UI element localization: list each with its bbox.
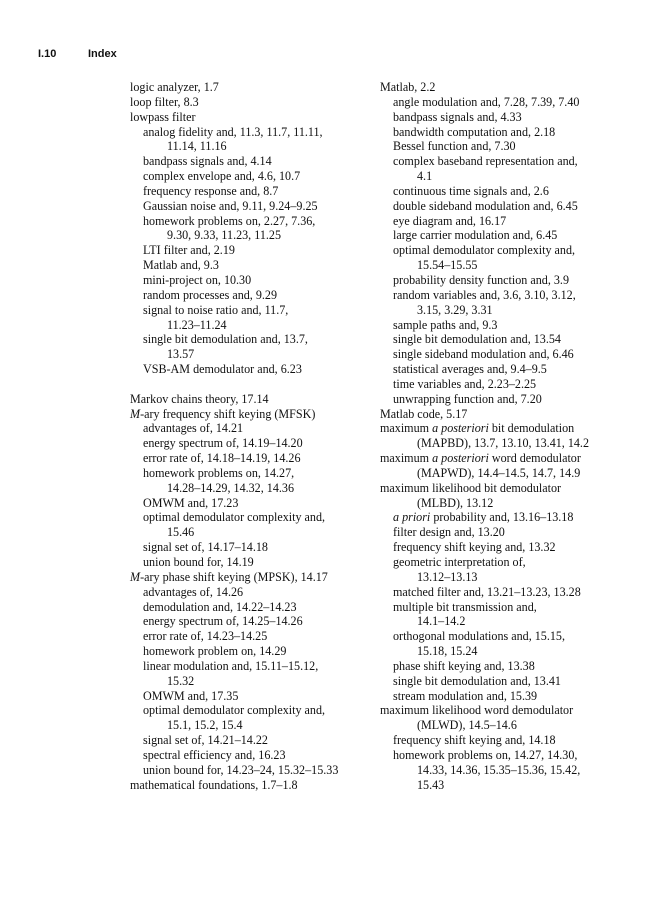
entry-text: lowpass filter xyxy=(130,109,196,124)
entry-line xyxy=(380,689,642,704)
entry-line xyxy=(130,214,375,229)
index-subentry xyxy=(380,748,642,793)
index-entry xyxy=(130,80,375,95)
index-subentry xyxy=(380,318,642,333)
entry-line xyxy=(380,80,642,95)
entry-text: geometric interpretation of, xyxy=(393,555,526,569)
entry-line xyxy=(380,540,642,555)
entry-text: maximum likelihood bit demodulator xyxy=(380,480,562,495)
entry-text: Matlab, 2.2 xyxy=(380,80,436,94)
entry-text: bandpass signals and, 4.14 xyxy=(143,154,272,169)
entry-text: optimal demodulator complexity and, xyxy=(393,243,576,258)
entry-line xyxy=(380,674,642,689)
entry-text: sample paths and, 9.3 xyxy=(393,317,498,332)
index-subentry xyxy=(380,347,642,362)
index-subentry xyxy=(380,288,642,318)
index-subentry xyxy=(130,555,375,570)
entry-text: OMWM and, 17.23 xyxy=(143,495,239,510)
entry-text: OMWM and, 17.35 xyxy=(143,688,239,703)
entry-text: angle modulation and, 7.28, 7.39, 7.40 xyxy=(393,94,580,109)
entry-text: filter design and, 13.20 xyxy=(393,525,505,540)
entry-line xyxy=(130,288,375,303)
index-subentry xyxy=(130,600,375,615)
entry-line xyxy=(130,303,375,318)
entry-text: complex envelope and, 4.6, 10.7 xyxy=(143,169,301,184)
entry-text: spectral efficiency and, 16.23 xyxy=(143,747,286,762)
index-subentry xyxy=(130,332,375,362)
entry-continuation: 13.57 xyxy=(167,347,195,362)
index-subentry xyxy=(380,659,642,674)
entry-text: phase shift keying and, 13.38 xyxy=(393,658,535,673)
entry-text: matched filter and, 13.21–13.23, 13.28 xyxy=(393,584,581,599)
index-entry xyxy=(380,451,642,481)
entry-continuation: 15.54–15.55 xyxy=(417,258,478,273)
index-subentry xyxy=(130,763,375,778)
entry-line xyxy=(380,184,642,199)
entry-italic: M xyxy=(130,406,141,421)
entry-continuation: 15.18, 15.24 xyxy=(417,644,478,659)
index-subentry xyxy=(380,154,642,184)
index-subentry xyxy=(380,95,642,110)
entry-text: bit demodulation xyxy=(488,421,575,436)
entry-italic: a priori xyxy=(393,510,431,525)
entry-line xyxy=(130,466,375,481)
entry-text: loop filter, 8.3 xyxy=(130,94,199,109)
index-subentry xyxy=(380,585,642,600)
entry-continuation: 11.23–11.24 xyxy=(167,317,227,332)
entry-continuation: 15.43 xyxy=(417,777,445,792)
entry-text: Gaussian noise and, 9.11, 9.24–9.25 xyxy=(143,198,318,213)
entry-line xyxy=(130,154,375,169)
index-entry xyxy=(130,110,375,125)
entry-text: homework problems on, 14.27, xyxy=(143,465,295,480)
entry-line xyxy=(380,555,642,570)
index-subentry xyxy=(380,362,642,377)
index-entry xyxy=(130,95,375,110)
entry-line xyxy=(380,392,642,407)
entry-text: homework problems on, 14.27, 14.30, xyxy=(393,747,578,762)
entry-line xyxy=(130,555,375,570)
entry-line xyxy=(130,110,375,125)
entry-text: optimal demodulator complexity and, xyxy=(143,510,326,525)
entry-text: signal to noise ratio and, 11.7, xyxy=(143,302,289,317)
entry-text: single bit demodulation and, 13.54 xyxy=(393,332,561,347)
entry-text: maximum xyxy=(380,451,433,466)
entry-line xyxy=(380,332,642,347)
entry-italic: a posteriori xyxy=(432,451,489,466)
entry-line xyxy=(130,169,375,184)
entry-continuation: (MLBD), 13.12 xyxy=(417,495,494,510)
entry-continuation: 15.46 xyxy=(167,525,195,540)
entry-text: random variables and, 3.6, 3.10, 3.12, xyxy=(393,287,576,302)
index-subentry xyxy=(380,214,642,229)
entry-line xyxy=(380,347,642,362)
index-entry xyxy=(380,703,642,733)
index-subentry xyxy=(130,466,375,496)
index-subentry xyxy=(130,303,375,333)
entry-line xyxy=(130,273,375,288)
index-subentry xyxy=(380,392,642,407)
entry-text: -ary phase shift keying (MPSK), 14.17 xyxy=(140,569,328,584)
entry-line xyxy=(380,110,642,125)
entry-text: bandwidth computation and, 2.18 xyxy=(393,124,556,139)
entry-text: random processes and, 9.29 xyxy=(143,287,278,302)
index-subentry xyxy=(380,184,642,199)
index-subentry xyxy=(380,199,642,214)
entry-line xyxy=(380,421,642,436)
index-entry xyxy=(130,407,375,422)
index-subentry xyxy=(130,733,375,748)
entry-text: frequency shift keying and, 13.32 xyxy=(393,540,556,555)
entry-line xyxy=(130,199,375,214)
entry-text: unwrapping function and, 7.20 xyxy=(393,391,542,406)
index-subentry xyxy=(130,199,375,214)
entry-text: time variables and, 2.23–2.25 xyxy=(393,376,537,391)
index-subentry xyxy=(130,644,375,659)
entry-text: VSB-AM demodulator and, 6.23 xyxy=(143,362,302,377)
entry-continuation: 11.14, 11.16 xyxy=(167,139,227,154)
index-subentry xyxy=(130,362,375,377)
index-entry xyxy=(130,778,375,793)
entry-line xyxy=(130,733,375,748)
entry-text: Markov chains theory, 17.14 xyxy=(130,391,269,406)
index-entry xyxy=(380,481,642,511)
index-subentry xyxy=(130,540,375,555)
entry-text: bandpass signals and, 4.33 xyxy=(393,109,522,124)
entry-line xyxy=(130,703,375,718)
index-subentry xyxy=(130,510,375,540)
entry-text: frequency response and, 8.7 xyxy=(143,183,279,198)
index-entry xyxy=(130,570,375,585)
entry-continuation: 15.32 xyxy=(167,673,195,688)
entry-italic: M xyxy=(130,569,141,584)
entry-text: advantages of, 14.26 xyxy=(143,584,244,599)
entry-text: mini-project on, 10.30 xyxy=(143,272,252,287)
entry-text: union bound for, 14.23–24, 15.32–15.33 xyxy=(143,762,339,777)
entry-text: eye diagram and, 16.17 xyxy=(393,213,507,228)
entry-text: probability and, 13.16–13.18 xyxy=(430,510,574,525)
entry-line xyxy=(130,332,375,347)
entry-line xyxy=(130,748,375,763)
index-subentry xyxy=(380,600,642,630)
entry-line xyxy=(130,570,375,585)
entry-continuation: (MLWD), 14.5–14.6 xyxy=(417,718,517,733)
entry-text: union bound for, 14.19 xyxy=(143,555,254,569)
entry-text: energy spectrum of, 14.25–14.26 xyxy=(143,614,303,629)
entry-continuation: 14.28–14.29, 14.32, 14.36 xyxy=(167,480,294,495)
page-number: I.10 xyxy=(38,48,57,60)
entry-text: energy spectrum of, 14.19–14.20 xyxy=(143,436,303,451)
entry-line xyxy=(130,451,375,466)
index-subentry xyxy=(130,659,375,689)
entry-line xyxy=(380,659,642,674)
entry-text: optimal demodulator complexity and, xyxy=(143,703,326,718)
entry-line xyxy=(130,540,375,555)
index-subentry xyxy=(130,748,375,763)
index-subentry xyxy=(130,214,375,244)
entry-text: advantages of, 14.21 xyxy=(143,421,244,436)
entry-line xyxy=(380,629,642,644)
entry-line xyxy=(380,154,642,169)
index-subentry xyxy=(130,169,375,184)
index-subentry xyxy=(380,125,642,140)
entry-line xyxy=(380,139,642,154)
entry-line xyxy=(130,689,375,704)
index-subentry xyxy=(130,258,375,273)
entry-text: probability density function and, 3.9 xyxy=(393,272,570,287)
entry-line xyxy=(130,184,375,199)
index-subentry xyxy=(130,629,375,644)
index-column-right xyxy=(380,80,642,793)
entry-text: Matlab and, 9.3 xyxy=(143,258,219,273)
entry-line xyxy=(130,436,375,451)
entry-text: demodulation and, 14.22–14.23 xyxy=(143,599,297,614)
entry-line xyxy=(380,95,642,110)
index-subentry xyxy=(380,332,642,347)
entry-continuation: 9.30, 9.33, 11.23, 11.25 xyxy=(167,228,281,243)
entry-text: signal set of, 14.21–14.22 xyxy=(143,733,268,748)
entry-line xyxy=(380,228,642,243)
entry-continuation: 3.15, 3.29, 3.31 xyxy=(417,302,493,317)
entry-text: Matlab code, 5.17 xyxy=(380,406,468,421)
entry-continuation: 14.33, 14.36, 15.35–15.36, 15.42, xyxy=(417,762,581,777)
index-subentry xyxy=(130,184,375,199)
entry-line xyxy=(380,125,642,140)
entry-continuation: 15.1, 15.2, 15.4 xyxy=(167,718,243,733)
entry-line xyxy=(380,748,642,763)
entry-line xyxy=(380,288,642,303)
index-subentry xyxy=(380,139,642,154)
index-subentry xyxy=(380,510,642,525)
index-subentry xyxy=(380,674,642,689)
entry-continuation: (MAPBD), 13.7, 13.10, 13.41, 14.2 xyxy=(417,436,590,451)
index-subentry xyxy=(380,228,642,243)
index-subentry xyxy=(380,110,642,125)
entry-text: statistical averages and, 9.4–9.5 xyxy=(393,362,547,377)
entry-text: complex baseband representation and, xyxy=(393,154,578,169)
entry-line xyxy=(130,125,375,140)
entry-text: linear modulation and, 15.11–15.12, xyxy=(143,658,319,673)
entry-text: orthogonal modulations and, 15.15, xyxy=(393,629,565,644)
entry-continuation: 14.1–14.2 xyxy=(417,614,466,629)
index-entry xyxy=(380,407,642,422)
entry-text: maximum xyxy=(380,421,433,436)
entry-line xyxy=(380,733,642,748)
entry-line xyxy=(130,95,375,110)
entry-line xyxy=(130,644,375,659)
entry-line xyxy=(130,763,375,778)
entry-text: single bit demodulation and, 13.7, xyxy=(143,332,308,347)
entry-text: homework problems on, 2.27, 7.36, xyxy=(143,213,316,228)
entry-continuation: 4.1 xyxy=(417,169,433,184)
entry-line xyxy=(130,778,375,793)
entry-line xyxy=(130,496,375,511)
index-subentry xyxy=(130,154,375,169)
section-title: Index xyxy=(88,48,117,60)
entry-line xyxy=(130,629,375,644)
index-subentry xyxy=(380,555,642,585)
index-subentry xyxy=(130,585,375,600)
entry-text: error rate of, 14.18–14.19, 14.26 xyxy=(143,451,301,466)
entry-line xyxy=(130,510,375,525)
entry-text: Bessel function and, 7.30 xyxy=(393,139,516,154)
index-subentry xyxy=(130,421,375,436)
index-subentry xyxy=(380,689,642,704)
index-subentry xyxy=(130,243,375,258)
entry-line xyxy=(380,510,642,525)
entry-line xyxy=(380,199,642,214)
entry-line xyxy=(130,407,375,422)
entry-line xyxy=(380,318,642,333)
entry-line xyxy=(130,258,375,273)
index-subentry xyxy=(380,733,642,748)
entry-line xyxy=(130,421,375,436)
entry-text: continuous time signals and, 2.6 xyxy=(393,183,549,198)
entry-line xyxy=(130,80,375,95)
entry-line xyxy=(380,451,642,466)
index-subentry xyxy=(130,496,375,511)
index-subentry xyxy=(380,525,642,540)
entry-line xyxy=(380,377,642,392)
entry-text: mathematical foundations, 1.7–1.8 xyxy=(130,777,298,792)
index-subentry xyxy=(130,614,375,629)
index-subentry xyxy=(380,273,642,288)
entry-line xyxy=(130,362,375,377)
entry-line xyxy=(380,362,642,377)
entry-text: frequency shift keying and, 14.18 xyxy=(393,733,556,748)
entry-line xyxy=(380,525,642,540)
entry-line xyxy=(380,600,642,615)
entry-line xyxy=(130,392,375,407)
entry-line xyxy=(130,243,375,258)
index-subentry xyxy=(130,288,375,303)
entry-line xyxy=(130,585,375,600)
entry-text: single bit demodulation and, 13.41 xyxy=(393,673,561,688)
entry-line xyxy=(380,407,642,422)
index-subentry xyxy=(130,125,375,155)
entry-text: multiple bit transmission and, xyxy=(393,599,537,614)
entry-text: stream modulation and, 15.39 xyxy=(393,688,538,703)
entry-text: word demodulator xyxy=(488,451,581,466)
index-subentry xyxy=(380,377,642,392)
index-subentry xyxy=(130,436,375,451)
index-entry xyxy=(380,421,642,451)
entry-line xyxy=(130,614,375,629)
index-subentry xyxy=(380,540,642,555)
index-column-left xyxy=(130,80,375,793)
entry-text: signal set of, 14.17–14.18 xyxy=(143,540,268,555)
entry-line xyxy=(130,600,375,615)
index-subentry xyxy=(130,451,375,466)
entry-line xyxy=(380,481,642,496)
entry-line xyxy=(130,659,375,674)
entry-text: homework problem on, 14.29 xyxy=(143,644,287,659)
index-entry xyxy=(380,80,642,95)
entry-text: logic analyzer, 1.7 xyxy=(130,80,219,94)
index-subentry xyxy=(130,273,375,288)
entry-line xyxy=(380,243,642,258)
entry-text: maximum likelihood word demodulator xyxy=(380,703,574,718)
entry-text: error rate of, 14.23–14.25 xyxy=(143,629,268,644)
entry-line xyxy=(380,273,642,288)
entry-text: single sideband modulation and, 6.46 xyxy=(393,347,574,362)
entry-line xyxy=(380,585,642,600)
index-subentry xyxy=(380,243,642,273)
entry-line xyxy=(380,703,642,718)
entry-line xyxy=(380,214,642,229)
index-subentry xyxy=(380,629,642,659)
index-subentry xyxy=(130,703,375,733)
entry-text: double sideband modulation and, 6.45 xyxy=(393,198,578,213)
index-entry xyxy=(130,392,375,407)
entry-text: analog fidelity and, 11.3, 11.7, 11.11, xyxy=(143,124,323,139)
running-header xyxy=(38,48,117,60)
entry-text: large carrier modulation and, 6.45 xyxy=(393,228,558,243)
entry-continuation: 13.12–13.13 xyxy=(417,569,478,584)
entry-gap xyxy=(130,377,375,392)
index-subentry xyxy=(130,689,375,704)
entry-continuation: (MAPWD), 14.4–14.5, 14.7, 14.9 xyxy=(417,465,581,480)
entry-text: -ary frequency shift keying (MFSK) xyxy=(140,406,316,421)
entry-text: LTI filter and, 2.19 xyxy=(143,243,235,258)
entry-italic: a posteriori xyxy=(432,421,489,436)
